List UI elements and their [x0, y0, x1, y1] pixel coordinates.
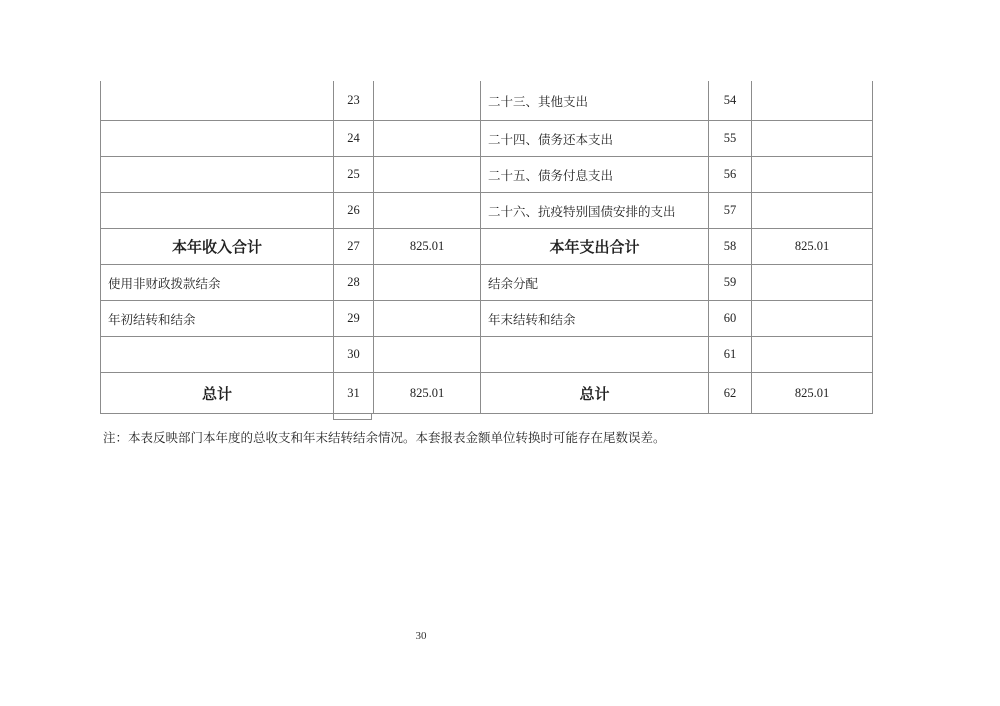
- expense-item-cell: [481, 337, 709, 373]
- expense-line-number-cell: 61: [709, 337, 752, 373]
- income-amount-cell: 825.01: [374, 373, 481, 414]
- table-row: [101, 81, 873, 121]
- expense-amount-cell: [752, 121, 873, 157]
- income-line-number-cell: 30: [334, 337, 374, 373]
- expense-amount-cell: [752, 265, 873, 301]
- income-line-number-cell: 31: [334, 373, 374, 414]
- expense-line-number-cell: 60: [709, 301, 752, 337]
- expense-amount-cell: [752, 337, 873, 373]
- expense-line-number-cell: 55: [709, 121, 752, 157]
- expense-line-number-cell: 62: [709, 373, 752, 414]
- income-line-number-cell: 29: [334, 301, 374, 337]
- income-item-cell: [101, 337, 334, 373]
- income-amount-cell: [374, 301, 481, 337]
- expense-item-cell: 结余分配: [481, 265, 709, 301]
- income-line-number-cell: 27: [334, 229, 374, 265]
- expense-grand-total-label-cell: 总计: [481, 373, 709, 414]
- expense-amount-cell: 825.01: [752, 229, 873, 265]
- income-amount-cell: [374, 81, 481, 121]
- expense-item-cell: 年末结转和结余: [481, 301, 709, 337]
- income-amount-cell: [374, 193, 481, 229]
- expense-amount-cell: 825.01: [752, 373, 873, 414]
- table-row: [101, 265, 873, 301]
- expense-amount-cell: [752, 193, 873, 229]
- income-item-cell: [101, 121, 334, 157]
- line-number-column-stub: [333, 414, 372, 420]
- expense-amount-cell: [752, 157, 873, 193]
- table-row: [101, 121, 873, 157]
- expense-line-number-cell: 59: [709, 265, 752, 301]
- income-line-number-cell: 26: [334, 193, 374, 229]
- income-item-cell: [101, 193, 334, 229]
- income-grand-total-label-cell: 总计: [101, 373, 334, 414]
- table-row: [101, 193, 873, 229]
- income-item-cell: [101, 157, 334, 193]
- income-amount-cell: [374, 265, 481, 301]
- table-row-grand-total: [101, 373, 873, 414]
- income-line-number-cell: 24: [334, 121, 374, 157]
- income-item-cell: 使用非财政拨款结余: [101, 265, 334, 301]
- income-item-cell: 年初结转和结余: [101, 301, 334, 337]
- expense-line-number-cell: 57: [709, 193, 752, 229]
- income-line-number-cell: 25: [334, 157, 374, 193]
- page-number: 30: [415, 630, 427, 642]
- income-amount-cell: [374, 157, 481, 193]
- table-row: [101, 337, 873, 373]
- income-item-cell: [101, 81, 334, 121]
- expense-item-cell: 二十五、债务付息支出: [481, 157, 709, 193]
- expense-amount-cell: [752, 81, 873, 121]
- expense-total-label-cell: 本年支出合计: [481, 229, 709, 265]
- expense-line-number-cell: 56: [709, 157, 752, 193]
- expense-item-cell: 二十六、抗疫特别国债安排的支出: [481, 193, 709, 229]
- income-line-number-cell: 23: [334, 81, 374, 121]
- expense-item-cell: 二十三、其他支出: [481, 81, 709, 121]
- table-row: [101, 301, 873, 337]
- expense-item-cell: 二十四、债务还本支出: [481, 121, 709, 157]
- income-total-label-cell: 本年收入合计: [101, 229, 334, 265]
- expense-line-number-cell: 54: [709, 81, 752, 121]
- expense-line-number-cell: 58: [709, 229, 752, 265]
- table-row: [101, 157, 873, 193]
- income-amount-cell: [374, 121, 481, 157]
- table-row-total-current-year: [101, 229, 873, 265]
- expense-amount-cell: [752, 301, 873, 337]
- income-amount-cell: 825.01: [374, 229, 481, 265]
- income-line-number-cell: 28: [334, 265, 374, 301]
- income-amount-cell: [374, 337, 481, 373]
- table-footnote: 注：本表反映部门本年度的总收支和年末结转结余情况。本套报表金额单位转换时可能存在尾数误差。: [103, 431, 666, 445]
- income-expense-summary-table: [100, 81, 873, 414]
